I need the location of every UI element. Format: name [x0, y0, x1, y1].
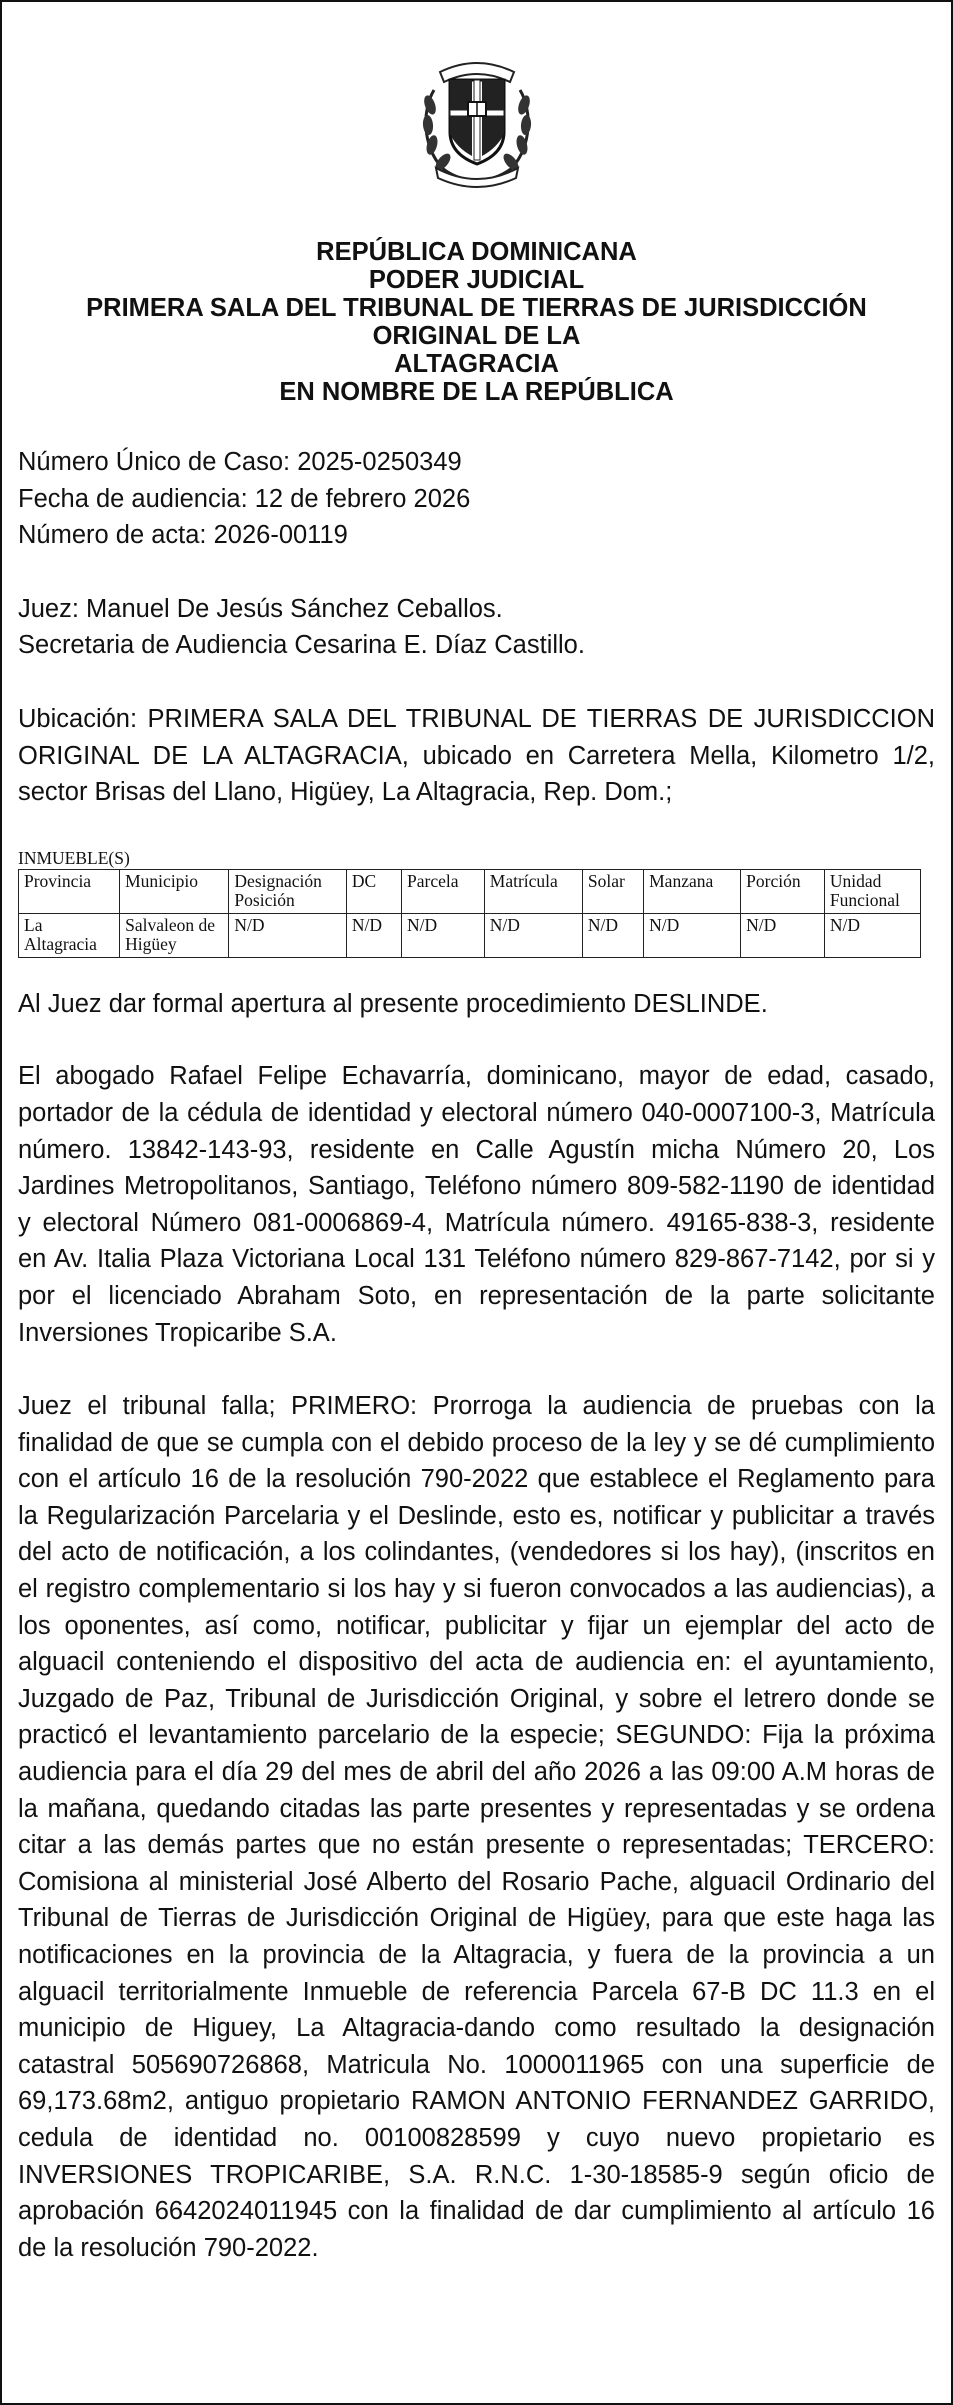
table-cell: N/D [644, 913, 741, 957]
document-header [18, 238, 935, 406]
table-cell: N/D [229, 913, 346, 957]
coat-of-arms-icon [412, 50, 542, 190]
case-info [18, 444, 935, 554]
table-caption: INMUEBLE(S) [18, 847, 130, 868]
record-number: Número de acta: 2026-00119 [18, 521, 348, 550]
table-header-row [19, 869, 921, 913]
table-cell: N/D [824, 913, 920, 957]
property-table [18, 869, 921, 958]
table-header-cell: Provincia [19, 869, 120, 913]
table-cell: Salvaleon de Higüey [120, 913, 229, 957]
table-cell: N/D [582, 913, 643, 957]
case-number: Número Único de Caso: 2025-0250349 [18, 448, 462, 476]
table-header-cell: Matrícula [484, 869, 582, 913]
table-cell: N/D [741, 913, 825, 957]
table-row [19, 913, 921, 957]
country-heading: REPÚBLICA DOMINICANA [316, 238, 637, 266]
secretary-name: Secretaria de Audiencia Cesarina E. Díaz Castillo. [18, 631, 585, 660]
table-cell: N/D [484, 913, 582, 957]
opening-paragraph: Al Juez dar formal apertura al presente procedimiento DESLINDE. [18, 989, 768, 1018]
court-heading-line-1: PRIMERA SALA DEL TRIBUNAL DE TIERRAS DE JURISDICCIÓN [86, 294, 867, 322]
court-heading-line-3: ALTAGRACIA [394, 350, 559, 378]
table-header-cell: DC [346, 869, 401, 913]
table-header-cell: Manzana [644, 869, 741, 913]
table-cell: N/D [402, 913, 485, 957]
table-cell: N/D [346, 913, 401, 957]
court-location: Ubicación: PRIMERA SALA DEL TRIBUNAL DE TIERRAS DE JURISDICCION ORIGINAL DE LA ALTAGRACIA, ubicado en Carretera Mella, Kilometro 1/2, sector Brisas del Llano, Higüey, La Altagracia, Rep. Dom.; [18, 704, 935, 807]
officials [18, 591, 935, 664]
table-header-cell: Porción [741, 869, 825, 913]
property-table-section [18, 849, 935, 958]
hearing-date: Fecha de audiencia: 12 de febrero 2026 [18, 484, 471, 513]
republic-heading: EN NOMBRE DE LA REPÚBLICA [279, 378, 674, 406]
ruling-paragraph: Juez el tribunal falla; PRIMERO: Prorroga la audiencia de pruebas con la finalidad de que se cumpla con el debido proceso de la ley y se dé cumplimiento con el artículo 16 de la resolución 790-2022 que establece el Reglamento para la Regularización Parcelaria y el Deslinde, esto es, notificar y publicitar a través del acto de notificación, a los colindantes, (vendedores si los hay), (inscritos en el registro complementario si los hay y si fueron convocados a las audiencias), a los oponentes, así como, notificar, publicitar y fijar un ejemplar del acto de alguacil conteniendo el dispositivo del acta de audiencia en: el ayuntamiento, Juzgado de Paz, Tribunal de Jurisdicción Original, y sobre el letrero donde se practicó el levantamiento parcelario de la especie; SEGUNDO: Fija la próxima audiencia para el día 29 del mes de abril del año 2026 a las 09:00 A.M horas de la mañana, quedando citadas las parte presentes y representadas y se ordena citar a las demás partes que no están presente o representadas; TERCERO: Comisiona al ministerial José Alberto del Rosario Pache, alguacil Ordinario del Tribunal de Tierras de Jurisdicción Original de Higüey, para que este haga las notificaciones en la provincia de la Altagracia, y fuera de la provincia a un alguacil territorialmente Inmueble de referencia Parcela 67-B DC 11.3 en el municipio de Higuey, La Altagracia-dando como resultado la designación catastral 505690726868, Matricula No. 1000011965 con una superficie de 69,173.68m2, antiguo propietario RAMON ANTONIO FERNANDEZ GARRIDO, cedula de identidad no. 00100828599 y cuyo nuevo propietario es INVERSIONES TROPICARIBE, S.A. R.N.C. 1-30-18585-9 según oficio de aprobación 6642024011945 con la finalidad de dar cumplimiento al artículo 16 de la resolución 790-2022. [18, 1392, 935, 2262]
lawyer-paragraph: El abogado Rafael Felipe Echavarría, dominicano, mayor de edad, casado, portador de la cédula de identidad y electoral número 040-0007100-3, Matrícula número. 13842-143-93, residente en Calle Agustín micha Número 20, Los Jardines Metropolitanos, Santiago, Teléfono número 809-582-1190 de identidad y electoral Número 081-0006869-4, Matrícula número. 49165-838-3, residente en Av. Italia Plaza Victoriana Local 131 Teléfono número 829-867-7142, por si y por el licenciado Abraham Soto, en representación de la parte solicitante Inversiones Tropicaribe S.A. [18, 1062, 935, 1347]
table-header-cell: Parcela [402, 869, 485, 913]
court-heading-line-2: ORIGINAL DE LA [372, 322, 581, 350]
table-header-cell: Solar [582, 869, 643, 913]
table-header-cell: Unidad Funcional [824, 869, 920, 913]
table-header-cell: Municipio [120, 869, 229, 913]
judge-name: Juez: Manuel De Jesús Sánchez Ceballos. [18, 594, 503, 623]
judiciary-heading: PODER JUDICIAL [368, 266, 585, 294]
table-cell: La Altagracia [19, 913, 120, 957]
table-header-cell: Designación Posición [229, 869, 346, 913]
